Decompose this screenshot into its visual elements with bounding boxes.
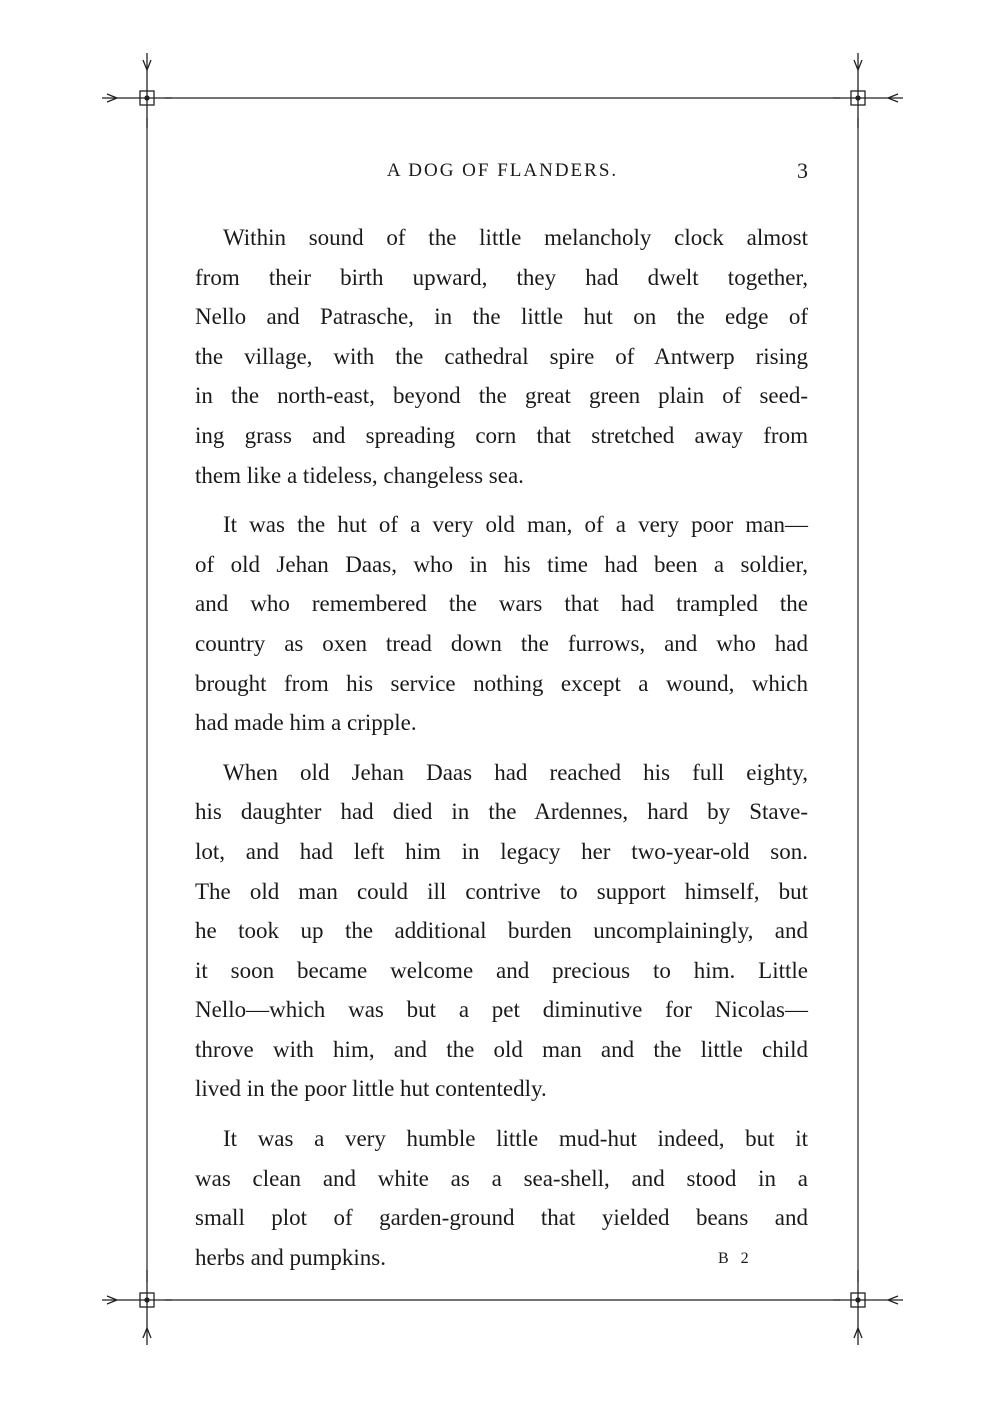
text-line: in the north-east, beyond the great green plain of seed- (195, 383, 808, 409)
text-line: lived in the poor little hut contentedly. (195, 1076, 547, 1102)
text-line: The old man could ill contrive to support himself, but (195, 878, 808, 904)
running-header (195, 160, 810, 190)
text-line: from their birth upward, they had dwelt together, (195, 264, 808, 290)
text-line: throve with him, and the old man and the little child (195, 1036, 808, 1062)
text-line: When old Jehan Daas had reached his full eighty, (223, 759, 808, 785)
text-line: It was the hut of a very old man, of a very poor man— (223, 512, 808, 538)
text-line: Nello—which was but a pet diminutive for Nicolas— (195, 997, 808, 1023)
text-line: ing grass and spreading corn that stretched away from (195, 422, 808, 448)
text-line: the village, with the cathedral spire of Antwerp rising (195, 343, 808, 369)
text-line: Nello and Patrasche, in the little hut on the edge of (195, 304, 808, 330)
text-line: had made him a cripple. (195, 710, 417, 736)
paragraph-1 (195, 218, 808, 495)
paragraph-4 (195, 1119, 808, 1277)
text-line: It was a very humble little mud-hut indeed, but it (223, 1126, 808, 1152)
text-line: his daughter had died in the Ardennes, hard by Stave- (195, 799, 808, 825)
signature-mark: B 2 (718, 1250, 753, 1267)
text-line: brought from his service nothing except a wound, which (195, 670, 808, 696)
text-line: small plot of garden-ground that yielded beans and (195, 1205, 808, 1231)
text-line: herbs and pumpkins. (195, 1244, 387, 1270)
paragraph-3 (195, 753, 808, 1109)
paragraph-2 (195, 505, 808, 743)
text-line: them like a tideless, changeless sea. (195, 462, 524, 488)
text-line: he took up the additional burden uncomplainingly, and (195, 918, 808, 944)
running-title: A DOG OF FLANDERS. (386, 160, 619, 181)
text-line: was clean and white as a sea-shell, and stood in a (195, 1165, 808, 1191)
text-line: of old Jehan Daas, who in his time had been a soldier, (195, 551, 808, 577)
text-line: and who remembered the wars that had trampled the (195, 591, 808, 617)
body-text (195, 218, 808, 1287)
text-line: lot, and had left him in legacy her two-year-old son. (195, 838, 808, 864)
text-line: country as oxen tread down the furrows, and who had (195, 630, 808, 656)
text-line: it soon became welcome and precious to him. Little (195, 957, 808, 983)
text-line: Within sound of the little melancholy clock almost (223, 225, 808, 250)
page-number: 3 (797, 158, 808, 183)
